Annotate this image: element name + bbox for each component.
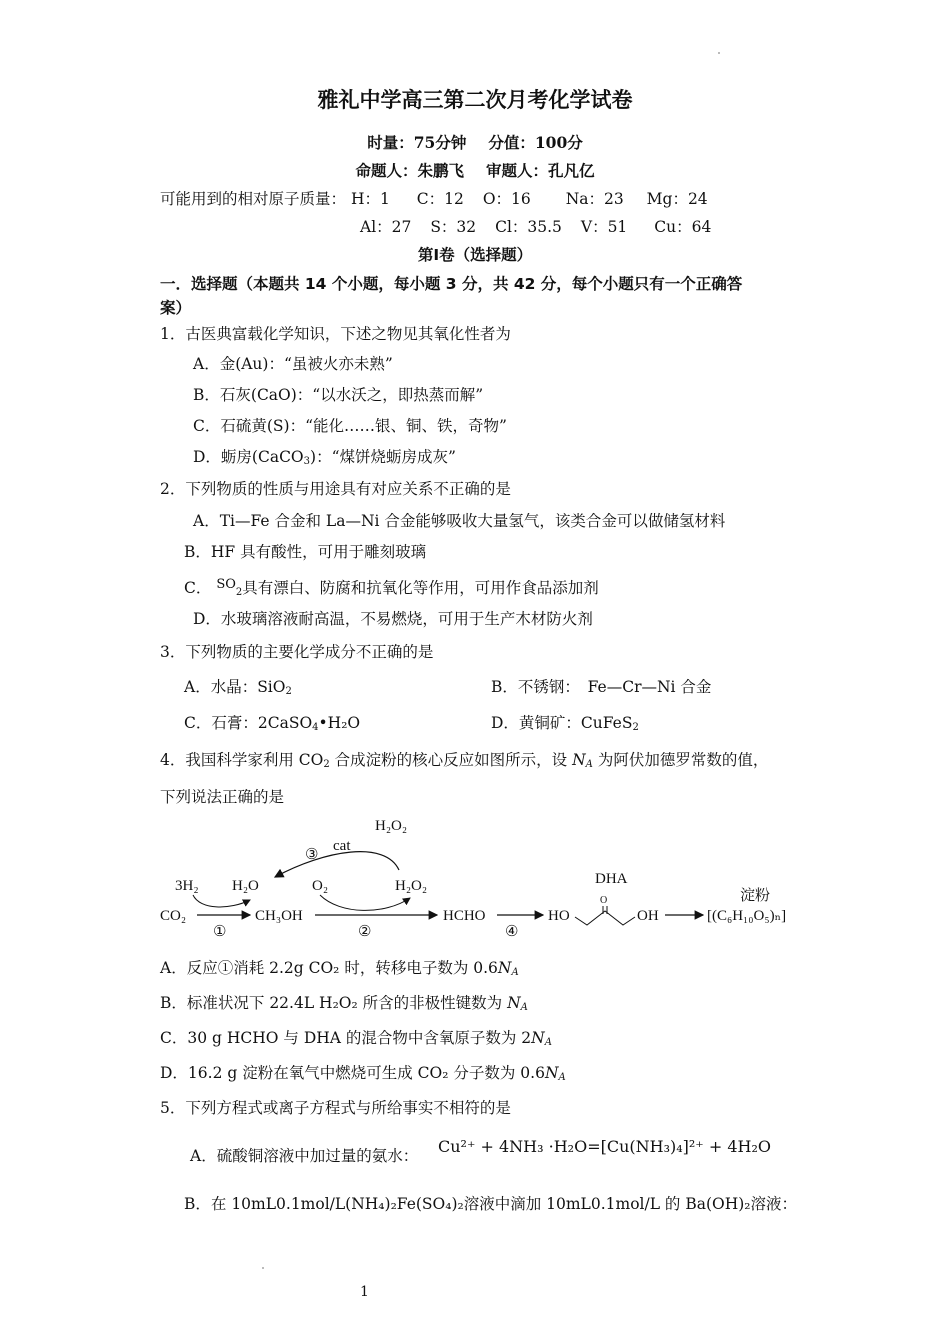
h2o2-top: H₂O₂ xyxy=(375,818,408,834)
q3-option-b: B．不锈钢： Fe—Cr—Ni 合金 xyxy=(491,678,712,696)
arrow-step-1-curve xyxy=(193,895,250,907)
q1-stem: 1．古医典富载化学知识，下述之物见其氧化性者为 xyxy=(160,325,511,343)
cat-label: cat xyxy=(333,838,351,854)
ch3oh-species: CH₃OH xyxy=(255,908,303,924)
step-2-label: ② xyxy=(358,924,372,940)
section-heading-cont: 案） xyxy=(160,299,192,317)
dha-ho: HO xyxy=(548,908,570,924)
dha-oh: OH xyxy=(637,908,659,924)
hcho-species: HCHO xyxy=(443,908,486,924)
q4-option-b: B．标准状况下 22.4L H₂O₂ 所含的非极性键数为 $N_A$ xyxy=(160,994,528,1013)
section-heading: 一．选择题（本题共 14 个小题，每小题 3 分，共 42 分，每个小题只有一个正确答 xyxy=(160,275,743,293)
arrow-step-3 xyxy=(275,852,399,877)
dha-carbonyl-o: O xyxy=(600,895,608,906)
q4-option-d: D．16.2 g 淀粉在氧气中燃烧可生成 CO₂ 分子数为 $0.6N_A$ xyxy=(160,1064,566,1083)
page-number: 1 xyxy=(360,1284,369,1300)
q1-option-b: B．石灰(CaO)：“以水沃之，即热蒸而解” xyxy=(193,386,484,404)
arrow-step-2-curve xyxy=(320,895,410,910)
q5-option-a: A．硫酸铜溶液中加过量的氨水： xyxy=(190,1147,419,1165)
starch-formula: [(C₆H₁₀O₅)ₙ] xyxy=(707,908,787,924)
q5-stem: 5．下列方程式或离子方程式与所给事实不相符的是 xyxy=(160,1099,511,1117)
h2-reagent: 3H₂ xyxy=(175,878,199,894)
exam-meta-time: 时量：75分钟 分值：100分 xyxy=(367,133,583,152)
step-3-label: ③ xyxy=(305,847,319,863)
step-1-label: ① xyxy=(213,924,227,940)
q5-option-b: B．在 10mL0.1mol/L(NH₄)₂Fe(SO₄)₂溶液中滴加 10mL0.1mol/L 的 Ba(OH)₂溶液： xyxy=(184,1195,798,1213)
part-title: 第Ⅰ卷（选择题） xyxy=(417,246,533,264)
atomic-masses-row2: Al：27 S：32 Cl：35.5 V：51 Cu：64 xyxy=(360,218,712,236)
dha-label: DHA xyxy=(595,871,628,887)
step-4-label: ④ xyxy=(505,924,519,940)
q4-option-c: C．30 g HCHO 与 DHA 的混合物中含氧原子数为 $2N_A$ xyxy=(160,1029,552,1048)
q3-option-d: D．黄铜矿：CuFeS$_2$ xyxy=(491,714,639,733)
q4-option-a: A．反应①消耗 2.2g CO₂ 时，转移电子数为 $0.6N_A$ xyxy=(160,959,519,978)
q4-stem-cont: 下列说法正确的是 xyxy=(160,788,285,806)
h2o2-byproduct: H₂O₂ xyxy=(395,878,428,894)
q2-stem: 2．下列物质的性质与用途具有对应关系不正确的是 xyxy=(160,480,511,498)
q2-option-a: A．Ti—Fe 合金和 La—Ni 合金能够吸收大量氢气，该类合金可以做储氢材料 xyxy=(193,512,726,530)
q4-stem: 4．我国科学家利用 $CO_2$ 合成淀粉的核心反应如图所示，设 $N_A$ 为阿伏加德罗常数的值， xyxy=(160,751,769,770)
q3-option-a: A．水晶：SiO$_2$ xyxy=(184,678,292,697)
h2o-byproduct: H₂O xyxy=(232,878,259,894)
exam-meta-authors: 命题人：朱鹏飞 审题人：孔凡亿 xyxy=(355,162,595,180)
q2-option-b: B．HF 具有酸性，可用于雕刻玻璃 xyxy=(184,543,427,561)
starch-label: 淀粉 xyxy=(740,888,771,904)
q3-option-c: C．石膏：2CaSO$_4$•H₂O xyxy=(184,714,361,733)
q1-option-c: C．石硫黄(S)：“能化……银、铜、铁，奇物” xyxy=(193,417,507,435)
q2-option-c: C． $^{SO}_2$具有漂白、防腐和抗氧化等作用，可用作食品添加剂 xyxy=(184,577,599,598)
q3-stem: 3．下列物质的主要化学成分不正确的是 xyxy=(160,643,434,661)
o2-reagent: O₂ xyxy=(312,878,329,894)
q2-option-d: D．水玻璃溶液耐高温，不易燃烧，可用于生产木材防火剂 xyxy=(193,610,593,628)
scan-speck xyxy=(718,52,720,54)
scan-speck xyxy=(262,1267,264,1269)
q1-option-d: D．蛎房(CaCO$_3$)：“煤饼烧蛎房成灰” xyxy=(193,448,456,467)
q5-option-a-equation: Cu²⁺ + 4NH₃ ·H₂O=[Cu(NH₃)₄]²⁺ + 4H₂O xyxy=(438,1137,771,1156)
page-title: 雅礼中学高三第二次月考化学试卷 xyxy=(317,88,633,112)
atomic-masses-row1: 可能用到的相对原子质量： H：1 C：12 O：16 Na：23 Mg：24 xyxy=(160,190,708,208)
co2-species: CO₂ xyxy=(160,908,187,924)
reaction-scheme xyxy=(155,815,815,940)
dha-skeleton xyxy=(575,911,635,925)
q1-option-a: A．金(Au)：“虽被火亦未熟” xyxy=(193,355,393,373)
